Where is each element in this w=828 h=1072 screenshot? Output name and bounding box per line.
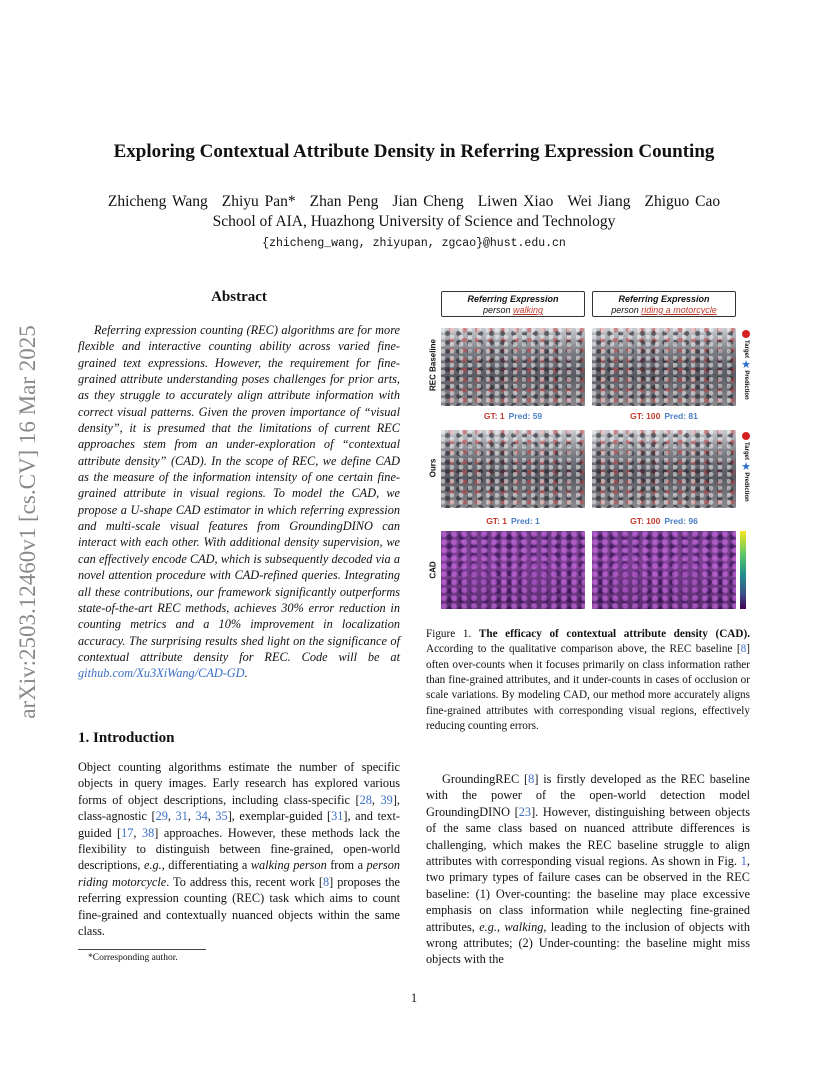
expression-box-right bbox=[592, 291, 736, 317]
citation-link[interactable]: 39 bbox=[380, 792, 393, 807]
gt-pred-label: GT: 1 Pred: 1 bbox=[486, 516, 540, 526]
cad-map-riding bbox=[592, 531, 736, 609]
arxiv-stamp: arXiv:2503.12460v1 [cs.CV] 16 Mar 2025 bbox=[15, 325, 40, 719]
intro-paragraph: Object counting algorithms estimate the number of specific objects in query images. Early research has explored various forms of object descriptions, including class-specific [28, 39], class-agnostic [29, 31, 34, 35], exemplar-guided [31], and text-guided [17, 38] approaches. However, these methods lack the flexibility to distinguish between fine-grained, open-world descriptions, e.g., differentiating a walking person from a person riding motorcycle. To address this, recent work [8] proposes the referring expression counting (REC) task which aims to count fine-grained and contextually nuanced objects within the same class. bbox=[78, 760, 401, 939]
abstract-text bbox=[78, 322, 400, 682]
page-number: 1 bbox=[410, 991, 418, 1005]
paper-title: Exploring Contextual Attribute Density in Referring Expression Counting bbox=[113, 141, 715, 162]
row-label-cad: CAD bbox=[428, 561, 438, 579]
citation-link[interactable]: 28 bbox=[359, 792, 372, 807]
legend-baseline bbox=[738, 330, 754, 400]
expression-box-title: Referring Expression bbox=[467, 294, 559, 304]
legend-prediction-label: Prediction bbox=[743, 472, 749, 502]
citation-link[interactable]: 8 bbox=[740, 643, 747, 656]
target-dot-icon bbox=[742, 330, 750, 338]
expression-left: person walking bbox=[482, 305, 544, 315]
footnote-rule bbox=[78, 949, 206, 950]
expression-box-left bbox=[441, 291, 585, 317]
abstract-end: . bbox=[244, 666, 248, 681]
citation-link[interactable]: 35 bbox=[215, 809, 228, 824]
prediction-star-icon: ★ bbox=[741, 461, 751, 473]
row-label-ours: Ours bbox=[428, 458, 438, 478]
ours-image-riding bbox=[592, 430, 736, 508]
expression-right: person riding a motorcycle bbox=[611, 305, 717, 315]
citation-link[interactable]: 29 bbox=[155, 809, 168, 824]
row-label-baseline: REC Baseline bbox=[428, 338, 438, 392]
legend-target-label: Target bbox=[743, 340, 749, 358]
density-colorbar bbox=[740, 531, 746, 609]
citation-link[interactable]: 23 bbox=[518, 804, 532, 819]
author: Zhicheng Wang bbox=[107, 193, 208, 210]
legend-target-label: Target bbox=[743, 442, 749, 460]
citation-link[interactable]: 8 bbox=[323, 874, 330, 889]
abstract-heading: Abstract bbox=[211, 289, 267, 305]
author-list bbox=[0, 193, 828, 211]
citation-link[interactable]: 17 bbox=[121, 825, 134, 840]
gt-pred-label: GT: 100 Pred: 81 bbox=[630, 411, 698, 421]
expression-box-title: Referring Expression bbox=[618, 294, 710, 304]
baseline-image-riding bbox=[592, 328, 736, 406]
author: Wei Jiang bbox=[567, 193, 631, 210]
author: Zhiguo Cao bbox=[644, 193, 721, 210]
citation-link[interactable]: 38 bbox=[142, 825, 155, 840]
ours-image-walking bbox=[441, 430, 585, 508]
author: Zhiyu Pan* bbox=[221, 193, 296, 210]
legend-ours bbox=[738, 432, 754, 502]
figure-1 bbox=[424, 288, 754, 616]
right-column-paragraph: GroundingREC [8] is firstly developed as the REC baseline with the power of the open-world detection model GroundingDINO [23]. However, distinguishing between objects of the same class based on nuanced attribute differences is challenging, which makes the REC baseline struggle to align attributes with corresponding visual regions. As shown in Fig. 1, two primary types of failure cases can be observed in the REC baseline: (1) Over-counting: the baseline may place excessive emphasis on class information while neglecting fine-grained attributes, e.g., walking, leading to the inclusion of objects with wrong attributes; (2) Under-counting: the baseline might miss objects with the bbox=[426, 772, 750, 967]
figure-link[interactable]: 1 bbox=[740, 854, 747, 869]
author: Liwen Xiao bbox=[477, 193, 554, 210]
baseline-image-walking bbox=[441, 328, 585, 406]
legend-prediction-label: Prediction bbox=[743, 370, 749, 400]
author-email: {zhicheng_wang, zhiyupan, zgcao}@hust.edu.cn bbox=[262, 237, 566, 250]
abstract-body: Referring expression counting (REC) algorithms are for more flexible and interactive counting ability across varied fine-grained text expressions. However, the requirement for fine-grained attribute understanding poses challenges for prior arts, as they struggle to accurately align attribute information with correct visual patterns. Given the proven importance of “visual density”, it is presumed that the limitations of current REC approaches stem from an under-exploration of “contextual attribute density” (CAD). In the scope of REC, we define CAD as the measure of the information intensity of one certain fine-grained attribute in visual regions. To model the CAD, we propose a U-shape CAD estimator in which referring expression and multi-scale visual features from GroundingDINO can interact with each other. With additional density supervision, we can effectively encode CAD, which is subsequently decoded via a novel attention procedure with CAD-refined queries. Integrating all these contributions, our framework significantly outperforms state-of-the-art REC methods, achieves 30% error reduction in counting metrics and a 10% improvement in localization accuracy. The surprising results shed light on the significance of contextual attribute density for REC. Code will be at bbox=[78, 323, 400, 664]
footnote: *Corresponding author. bbox=[88, 953, 178, 963]
citation-link[interactable]: 8 bbox=[528, 772, 535, 786]
citation-link[interactable]: 31 bbox=[331, 809, 344, 824]
gt-pred-label: GT: 1 Pred: 59 bbox=[483, 411, 543, 421]
figure-caption: Figure 1. The efficacy of contextual attribute density (CAD). According to the qualitative comparison above, the REC baseline [8] often over-counts when it focuses primarily on class information rather than fine-grained attributes, and it under-counts in cases of occlusion or scale variations. By modeling CAD, our method more accurately aligns fine-grained attributes with corresponding visual regions, effectively reducing counting errors. bbox=[426, 628, 750, 733]
cad-map-walking bbox=[441, 531, 585, 609]
affiliation: School of AIA, Huazhong University of Science and Technology bbox=[212, 213, 616, 230]
author: Jian Cheng bbox=[392, 193, 464, 210]
citation-link[interactable]: 34 bbox=[195, 809, 208, 824]
citation-link[interactable]: 31 bbox=[175, 809, 188, 824]
target-dot-icon bbox=[742, 432, 750, 440]
prediction-star-icon: ★ bbox=[741, 359, 751, 371]
author: Zhan Peng bbox=[309, 193, 379, 210]
gt-pred-label: GT: 100 Pred: 96 bbox=[630, 516, 698, 526]
section-heading-introduction: 1. Introduction bbox=[78, 730, 175, 746]
code-link[interactable]: github.com/Xu3XiWang/CAD-GD bbox=[78, 666, 245, 681]
